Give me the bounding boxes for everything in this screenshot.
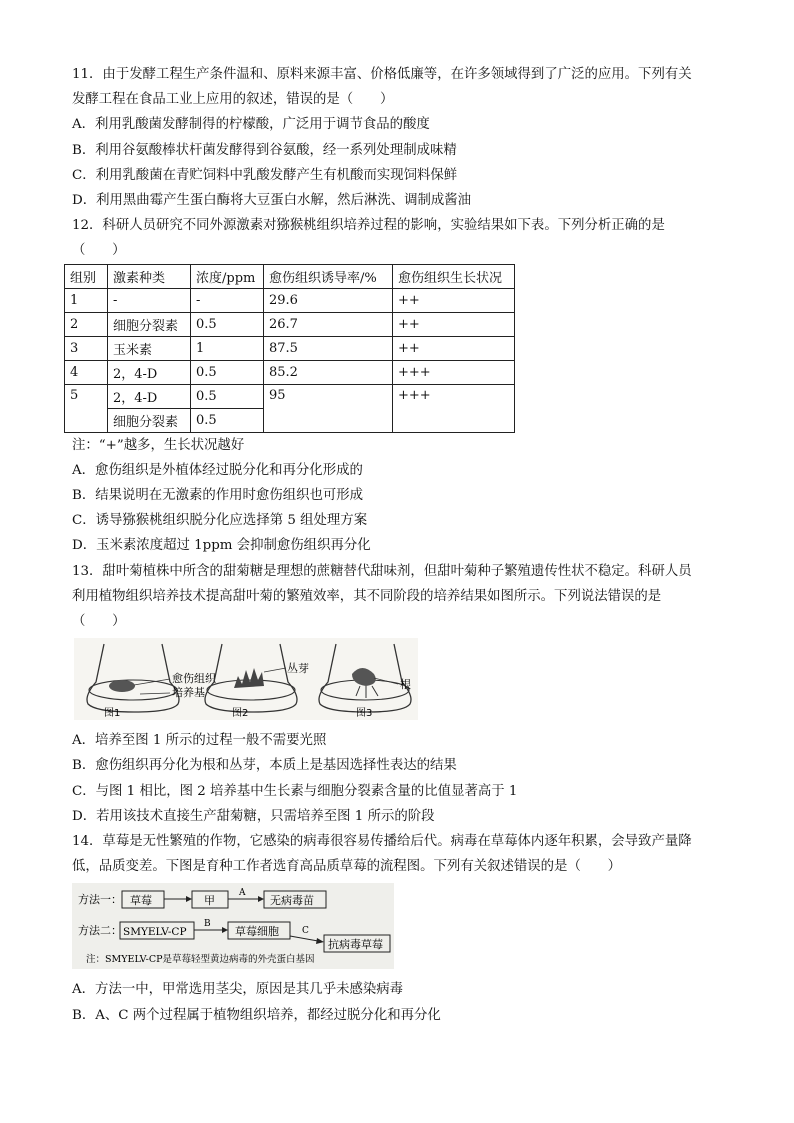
table-header-row xyxy=(65,264,515,288)
flask-2-icon xyxy=(205,644,297,712)
q13-option-d: D．若用该技术直接生产甜菊糖，只需培养至图 1 所示的阶段 xyxy=(72,808,435,824)
q12-option-d: D．玉米素浓度超过 1ppm 会抑制愈伤组织再分化 xyxy=(72,538,371,554)
caption-fig1: 图1 xyxy=(104,708,121,720)
q13-stem-line1: 13．甜叶菊植株中所含的甜菊糖是理想的蔗糖替代甜味剂，但甜叶菊种子繁殖遗传性状不稳定。科研人员 xyxy=(72,563,692,579)
table-cell: 85.2 xyxy=(264,360,393,384)
table-cell: 0.5 xyxy=(191,408,264,432)
table-header: 愈伤组织诱导率/% xyxy=(264,264,393,288)
table-row xyxy=(65,312,515,336)
q11-option-d: D．利用黑曲霉产生蛋白酶将大豆蛋白水解，然后淋洗、调制成酱油 xyxy=(72,193,472,209)
question-14 xyxy=(72,829,722,1028)
table-row xyxy=(65,360,515,384)
arrow-head-icon xyxy=(316,938,324,944)
question-12 xyxy=(72,213,722,558)
table-cell: ++ xyxy=(393,312,515,336)
table-cell: 2，4-D xyxy=(108,384,191,408)
table-cell: 0.5 xyxy=(191,384,264,408)
m2-box3-text: 抗病毒草莓 xyxy=(328,938,383,952)
exam-page xyxy=(72,62,722,1028)
table-cell: 3 xyxy=(65,336,108,360)
q11-stem-line2: 发酵工程在食品工业上应用的叙述，错误的是（ ） xyxy=(72,92,394,108)
flowchart-note: 注：SMYELV-CP是草莓轻型黄边病毒的外壳蛋白基因 xyxy=(86,954,315,966)
q13-option-b: B．愈伤组织再分化为根和丛芽，本质上是基因选择性表达的结果 xyxy=(72,758,457,774)
table-row xyxy=(65,288,515,312)
shoot-cluster-icon xyxy=(234,668,264,688)
arrow-head-icon xyxy=(222,927,228,933)
label-shoot: 丛芽 xyxy=(287,662,309,676)
table-cell: 2，4-D xyxy=(108,360,191,384)
m2-box1-text: SMYELV-CP xyxy=(123,926,187,939)
root-icon xyxy=(356,686,378,698)
label-root: 根 xyxy=(400,678,411,692)
q12-stem-line1: 12．科研人员研究不同外源激素对猕猴桃组织培养过程的影响，实验结果如下表。下列分析正确的是 xyxy=(72,218,665,234)
q12-stem-line2: （ ） xyxy=(72,243,126,259)
caption-fig3: 图3 xyxy=(356,708,373,720)
q14-option-b: B．A、C 两个过程属于植物组织培养，都经过脱分化和再分化 xyxy=(72,1007,441,1023)
table-cell: 1 xyxy=(65,288,108,312)
table-cell: 26.7 xyxy=(264,312,393,336)
flask-3-icon xyxy=(319,644,411,712)
table-header: 浓度/ppm xyxy=(191,264,264,288)
table-cell: +++ xyxy=(393,384,515,432)
table-cell: 4 xyxy=(65,360,108,384)
q11-option-c: C．利用乳酸菌在青贮饲料中乳酸发酵产生有机酸而实现饲料保鲜 xyxy=(72,167,458,183)
q14-stem-line1: 14．草莓是无性繁殖的作物，它感染的病毒很容易传播给后代。病毒在草莓体内逐年积累，会导致产量降 xyxy=(72,834,692,850)
q13-stem-line3: （ ） xyxy=(72,614,126,630)
q11-option-a: A．利用乳酸菌发酵制得的柠檬酸，广泛用于调节食品的酸度 xyxy=(72,117,430,133)
arrow-icon xyxy=(290,936,318,941)
table-cell: 细胞分裂素 xyxy=(108,312,191,336)
q12-option-c: C．诱导猕猴桃组织脱分化应选择第 5 组处理方案 xyxy=(72,513,368,529)
table-row xyxy=(65,336,515,360)
m1-box1-text: 草莓 xyxy=(130,894,152,908)
caption-fig2: 图2 xyxy=(232,708,249,720)
table-header: 组别 xyxy=(65,264,108,288)
arrow-head-icon xyxy=(258,896,264,902)
m1-box2-text: 甲 xyxy=(204,894,215,908)
table-cell: 2 xyxy=(65,312,108,336)
method-2-label: 方法二： xyxy=(78,924,122,938)
callus-icon xyxy=(109,680,135,692)
table-cell: - xyxy=(108,288,191,312)
q12-option-a: A．愈伤组织是外植体经过脱分化和再分化形成的 xyxy=(72,462,363,478)
table-cell: 细胞分裂素 xyxy=(108,408,191,432)
q11-option-b: B．利用谷氨酸棒状杆菌发酵得到谷氨酸，经一系列处理制成味精 xyxy=(72,142,457,158)
arrow-head-icon xyxy=(186,896,192,902)
q11-stem-line1: 11．由于发酵工程生产条件温和、原料来源丰富、价格低廉等，在许多领域得到了广泛的应用。下列有关 xyxy=(72,67,692,82)
question-11 xyxy=(72,62,722,213)
m1-box3-text: 无病毒苗 xyxy=(270,894,314,908)
q13-option-a: A．培养至图 1 所示的过程一般不需要光照 xyxy=(72,733,327,749)
q13-option-c: C．与图 1 相比，图 2 培养基中生长素与细胞分裂素含量的比值显著高于 1 xyxy=(72,783,518,799)
q12-note: 注：“+”越多，生长状况越好 xyxy=(72,437,245,453)
q12-option-b: B．结果说明在无激素的作用时愈伤组织也可形成 xyxy=(72,488,364,504)
m2-box2-text: 草莓细胞 xyxy=(235,925,279,939)
table-header: 愈伤组织生长状况 xyxy=(393,264,515,288)
table-cell: 29.6 xyxy=(264,288,393,312)
table-cell: ++ xyxy=(393,336,515,360)
table-cell: +++ xyxy=(393,360,515,384)
table-cell: 1 xyxy=(191,336,264,360)
table-cell: 0.5 xyxy=(191,312,264,336)
table-cell: ++ xyxy=(393,288,515,312)
table-cell: 95 xyxy=(264,384,393,432)
label-callus: 愈伤组织 xyxy=(172,672,216,686)
breeding-flowchart xyxy=(72,883,394,969)
table-header: 激素种类 xyxy=(108,264,191,288)
q14-option-a: A．方法一中，甲常选用茎尖，原因是其几乎未感染病毒 xyxy=(72,982,404,998)
m1-arrow-label: A xyxy=(239,888,246,899)
q14-stem-line2: 低，品质变差。下图是育种工作者选育高品质草莓的流程图。下列有关叙述错误的是（ ） xyxy=(72,859,622,875)
question-13 xyxy=(72,559,722,829)
flask-1-icon xyxy=(87,644,179,712)
table-cell: 87.5 xyxy=(264,336,393,360)
label-medium: 培养基 xyxy=(172,686,205,700)
table-cell: - xyxy=(191,288,264,312)
table-cell: 5 xyxy=(65,384,108,432)
method-1-label: 方法一： xyxy=(78,893,122,907)
table-cell: 玉米素 xyxy=(108,336,191,360)
table-row xyxy=(65,384,515,408)
m2-arrow2-label: C xyxy=(302,926,309,937)
m2-arrow1-label: B xyxy=(204,919,211,930)
tissue-culture-figure xyxy=(74,638,418,720)
plantlet-icon xyxy=(352,668,376,686)
q12-results-table xyxy=(64,264,515,433)
q13-stem-line2: 利用植物组织培养技术提高甜叶菊的繁殖效率，其不同阶段的培养结果如图所示。下列说法错误的是 xyxy=(72,588,662,604)
table-cell: 0.5 xyxy=(191,360,264,384)
